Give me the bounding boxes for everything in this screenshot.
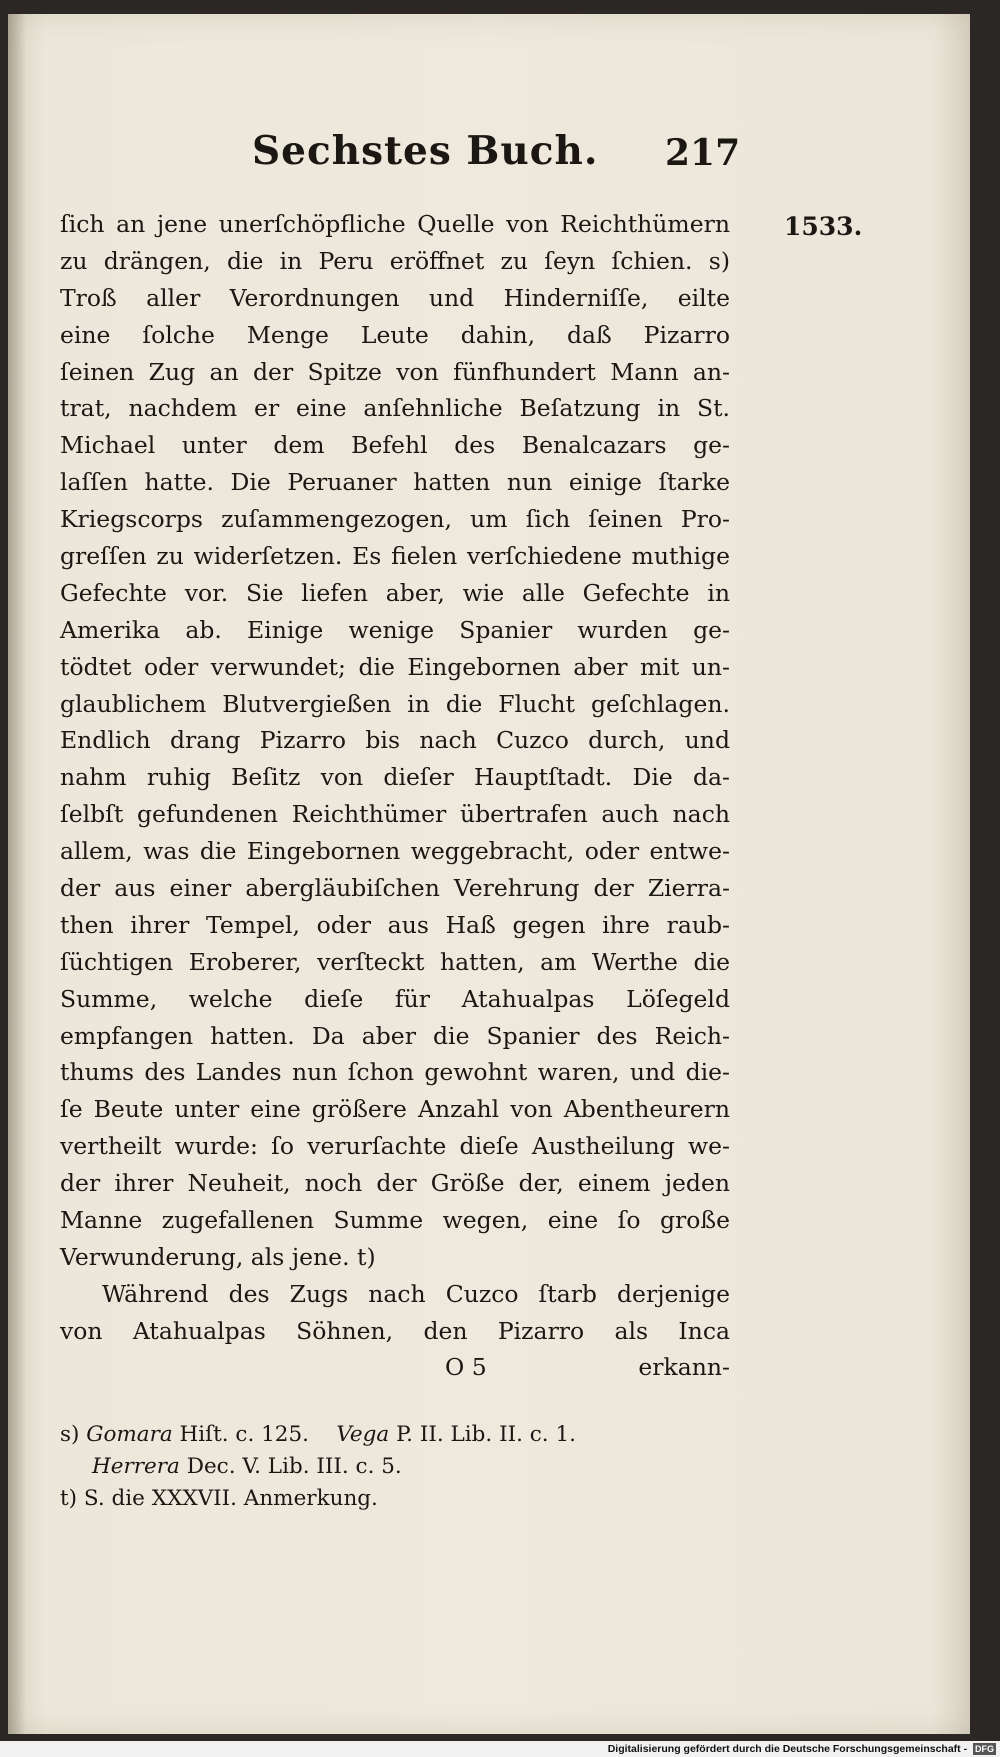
footnote-t (60, 1483, 740, 1515)
page-number: 217 (665, 132, 741, 174)
footnote-s (60, 1419, 740, 1451)
text-line: Kriegscorps zuſammengezogen, um ſich ſeinen Pro- (60, 505, 730, 534)
text-line: trat, nachdem er eine anſehnliche Beſatzung in St. (60, 394, 730, 423)
text-line: ſeinen Zug an der Spitze von fünfhundert Mann an- (60, 357, 730, 386)
text-line: then ihrer Tempel, oder aus Haß gegen ihre raub- (60, 910, 730, 939)
page-gutter-shadow (8, 14, 26, 1734)
catchword: erkann- (638, 1353, 730, 1381)
text-line: Summe, welche dieſe für Atahualpas Löſegeld (60, 984, 730, 1013)
catch-row (60, 1353, 730, 1389)
text-line: Michael unter dem Befehl des Benalcazars ge- (60, 431, 730, 460)
text-line: thums des Landes nun ſchon gewohnt waren, und die- (60, 1058, 730, 1087)
signature-mark: O 5 (445, 1353, 487, 1381)
text-line: ſe Beute unter eine größere Anzahl von Abentheurern (60, 1095, 730, 1124)
text-line: nahm ruhig Beſitz von dieſer Hauptſtadt. Die da- (60, 763, 730, 792)
text-line: greſſen zu widerſetzen. Es fielen verſchiedene muthige (60, 542, 730, 571)
text-line: allem, was die Eingebornen weggebracht, oder entwe- (60, 837, 730, 866)
text-line: Manne zugefallenen Summe wegen, eine ſo große (60, 1206, 730, 1235)
text-line: ſich an jene unerſchöpfliche Quelle von Reichthümern (60, 210, 730, 238)
text-line: glaublichem Blutvergießen in die Flucht geſchlagen. (60, 689, 730, 718)
text-line: der aus einer abergläubiſchen Verehrung der Zierra- (60, 874, 730, 903)
footer-credit (608, 1741, 996, 1757)
running-head: Sechstes Buch. (252, 128, 599, 174)
body-text (60, 206, 730, 1350)
text-line: Während des Zugs nach Cuzco ſtarb derjenige (102, 1279, 730, 1308)
footer-bar (0, 1741, 1000, 1757)
footnote-marker: t) (60, 1486, 78, 1511)
footnote-s-continued (60, 1451, 740, 1483)
text-line: Endlich drang Pizarro bis nach Cuzco durch, und (60, 726, 730, 755)
text-line: Troß aller Verordnungen und Hinderniſſe, eilte (60, 283, 730, 312)
text-line: von Atahualpas Söhnen, den Pizarro als Inca (60, 1316, 730, 1345)
text-line: ſelbſt gefundenen Reichthümer übertrafen auch nach (60, 800, 730, 829)
text-line: zu drängen, die in Peru eröffnet zu ſeyn ſchien. s) (60, 246, 730, 275)
text-line: tödtet oder verwundet; die Eingebornen aber mit un- (60, 652, 730, 681)
text-line: Verwunderung, als jene. t) (60, 1242, 376, 1271)
footnote-marker: s) (60, 1422, 80, 1447)
text-line: empfangen hatten. Da aber die Spanier des Reich- (60, 1021, 730, 1050)
footer-credit-text: Digitalisierung gefördert durch die Deutsche Forschungsgemeinschaft - (607, 1743, 968, 1755)
margin-year: 1533. (784, 212, 863, 241)
footnote-text: S. die XXXVII. Anmerkung. (83, 1486, 378, 1511)
text-line: laſſen hatte. Die Peruaner hatten nun einige ſtarke (60, 468, 730, 497)
footnote-author: Herrera (92, 1454, 180, 1479)
footnotes (60, 1419, 740, 1515)
footnote-author: Vega (336, 1422, 390, 1447)
text-line: eine ſolche Menge Leute dahin, daß Pizarro (60, 320, 730, 349)
footnote-reference: P. II. Lib. II. c. 1. (396, 1422, 576, 1447)
text-line: Amerika ab. Einige wenige Spanier wurden ge- (60, 615, 730, 644)
footnote-reference: Dec. V. Lib. III. c. 5. (186, 1454, 402, 1479)
text-line: ſüchtigen Eroberer, verſteckt hatten, am Werthe die (60, 947, 730, 976)
text-line: vertheilt wurde: ſo verurſachte dieſe Austheilung we- (60, 1132, 730, 1161)
dfg-logo-icon: DFG (975, 1744, 994, 1755)
text-line: der ihrer Neuheit, noch der Größe der, einem jeden (60, 1169, 730, 1198)
text-line: Gefechte vor. Sie liefen aber, wie alle Gefechte in (60, 578, 730, 607)
footnote-author: Gomara (86, 1422, 173, 1447)
footnote-reference: Hiſt. c. 125. (179, 1422, 310, 1447)
